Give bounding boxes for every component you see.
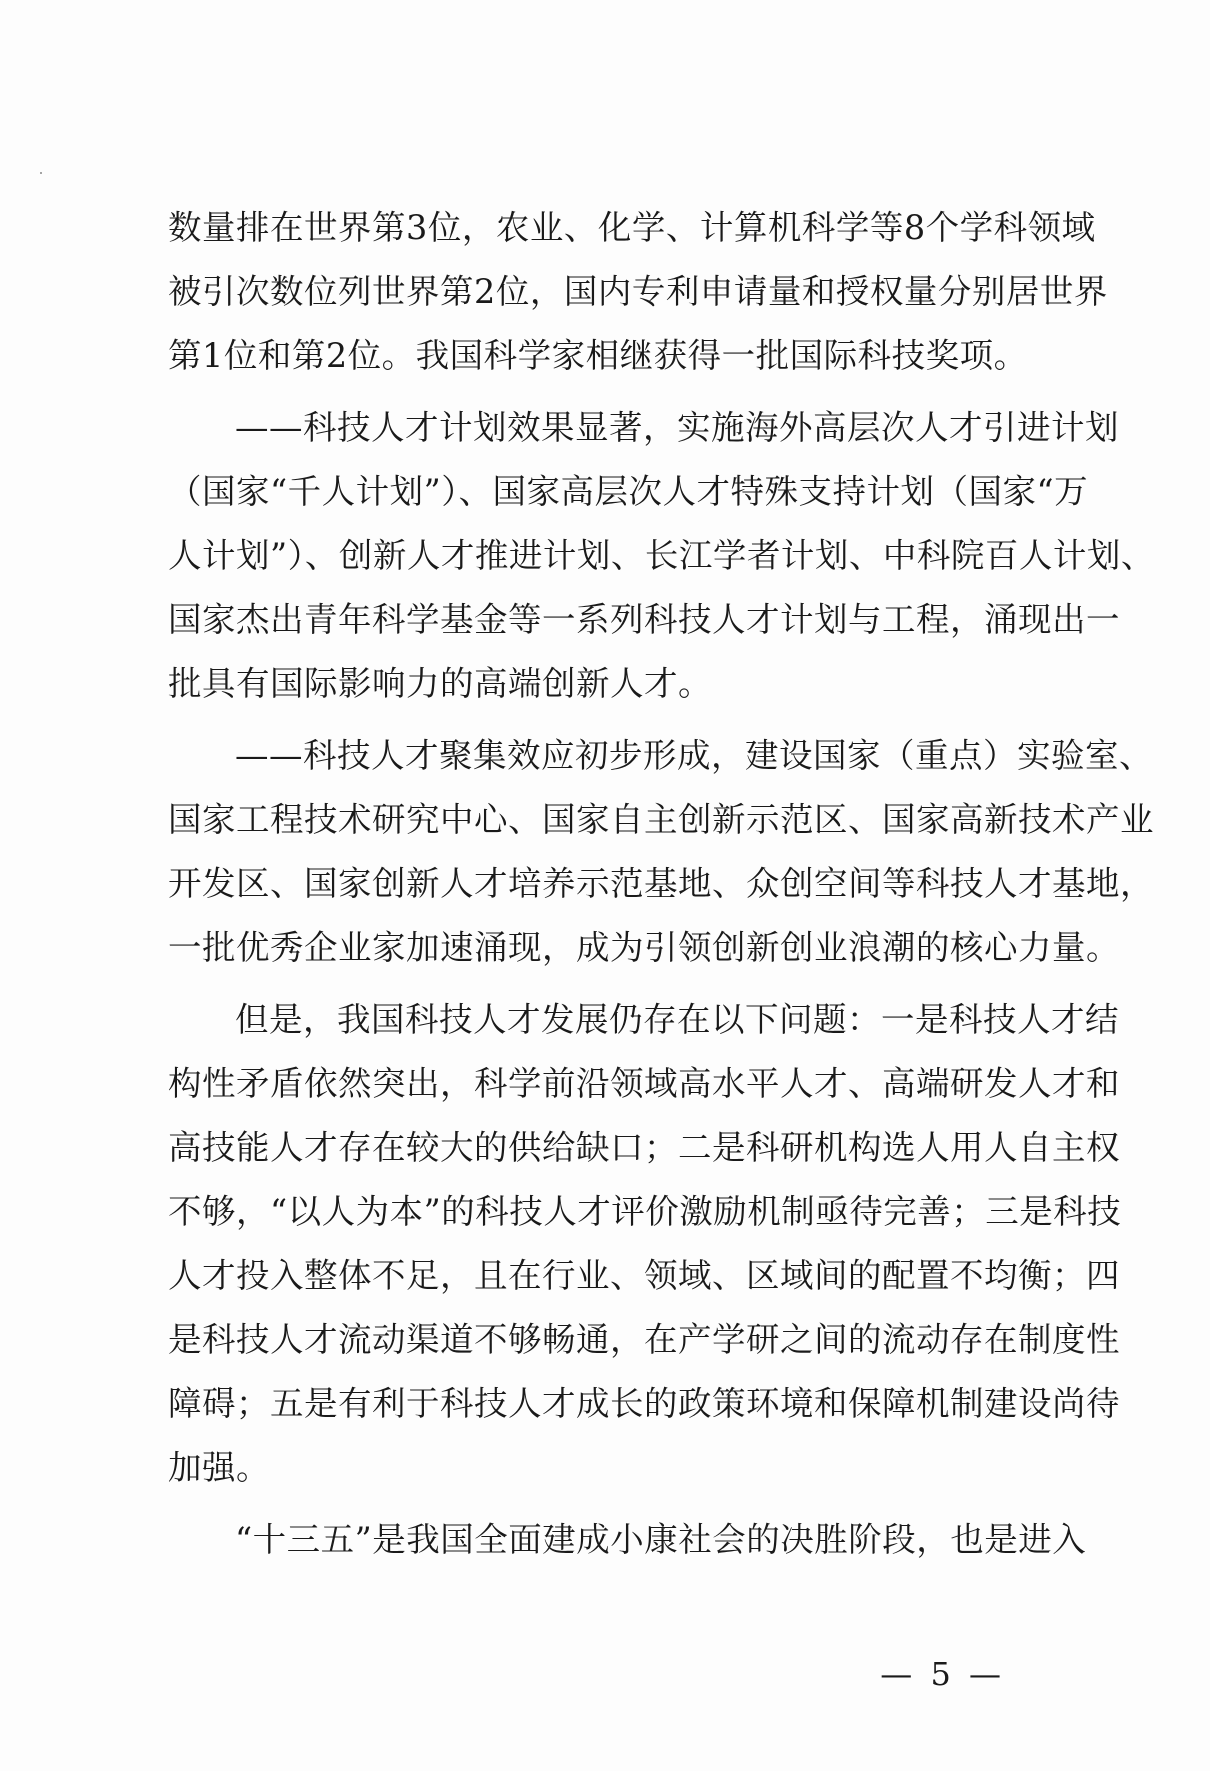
text-line: 国家工程技术研究中心、国家自主创新示范区、国家高新技术产业 [168,800,1154,839]
text-line: 第1位和第2位。我国科学家相继获得一批国际科技奖项。 [168,336,1028,375]
text-line: 人才投入整体不足，且在行业、领域、区域间的配置不均衡；四 [168,1256,1120,1295]
text-line: 是科技人才流动渠道不够畅通，在产学研之间的流动存在制度性 [168,1320,1120,1359]
text-line: 高技能人才存在较大的供给缺口；二是科研机构选人用人自主权 [168,1128,1120,1167]
text-line: ——科技人才聚集效应初步形成，建设国家（重点）实验室、 [235,736,1153,775]
scan-speck [40,172,42,174]
text-line: 加强。 [168,1448,270,1487]
text-line: 一批优秀企业家加速涌现，成为引领创新创业浪潮的核心力量。 [168,928,1120,967]
text-line: 构性矛盾依然突出，科学前沿领域高水平人才、高端研发人才和 [168,1064,1120,1103]
text-line: 开发区、国家创新人才培养示范基地、众创空间等科技人才基地， [168,864,1154,903]
text-line: ——科技人才计划效果显著，实施海外高层次人才引进计划 [235,408,1119,447]
body-text [168,196,1155,1572]
text-line: 批具有国际影响力的高端创新人才。 [168,664,712,703]
text-line: 人计划”）、创新人才推进计划、长江学者计划、中科院百人计划、 [168,536,1155,575]
text-line: 不够，“以人为本”的科技人才评价激励机制亟待完善；三是科技 [168,1192,1122,1231]
text-line: （国家“千人计划”）、国家高层次人才特殊支持计划（国家“万 [168,472,1089,511]
page-footer [0,1650,1210,1698]
text-line: “十三五”是我国全面建成小康社会的决胜阶段，也是进入 [235,1520,1087,1559]
page-number: — 5 — [880,1655,1005,1693]
text-line: 国家杰出青年科学基金等一系列科技人才计划与工程，涌现出一 [168,600,1120,639]
text-line: 数量排在世界第3位，农业、化学、计算机科学等8个学科领域 [168,208,1096,247]
text-line: 被引次数位列世界第2位，国内专利申请量和授权量分别居世界 [168,272,1108,311]
text-line: 但是，我国科技人才发展仍存在以下问题：一是科技人才结 [235,1000,1119,1039]
text-line: 障碍；五是有利于科技人才成长的政策环境和保障机制建设尚待 [168,1384,1120,1423]
